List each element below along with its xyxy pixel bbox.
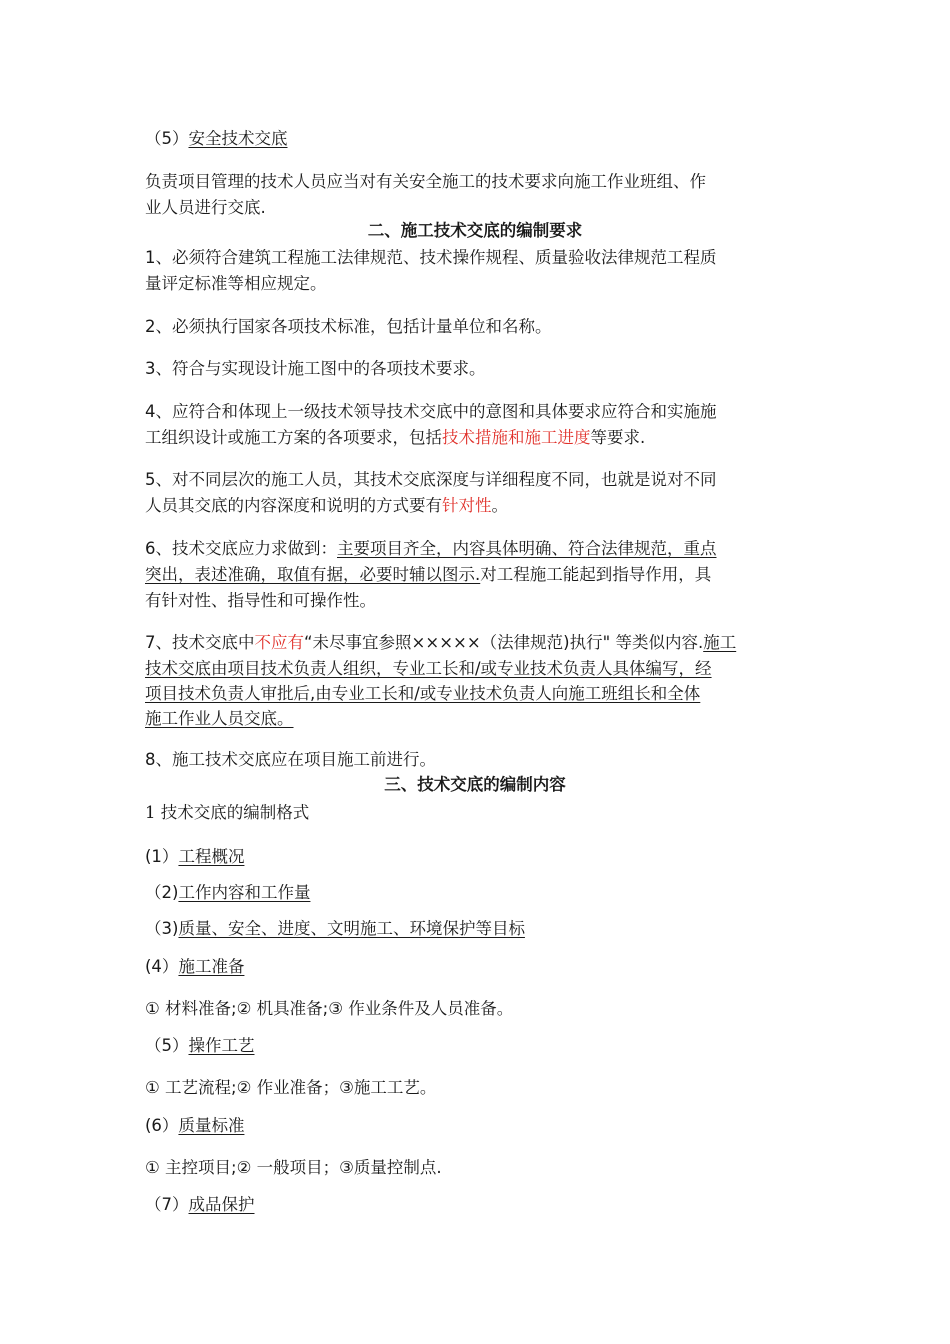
format-item	[145, 1034, 255, 1058]
item-prefix: (1）	[145, 847, 179, 866]
item-title: 操作工艺	[188, 1036, 255, 1055]
format-item	[145, 845, 244, 869]
text-run: 工组织设计或施工方案的各项要求，包括	[145, 428, 442, 447]
text-run: 对工程施工能起到指导作用，具	[480, 565, 712, 584]
paragraph-line	[145, 682, 700, 706]
format-item	[145, 1193, 255, 1217]
text-run: 6、技术交底应力求做到：	[145, 539, 337, 558]
section-heading: 三、技术交底的编制内容	[384, 775, 566, 794]
paragraph-line: 2、必须执行国家各项技术标准，包括计量单位和名称。	[145, 317, 552, 336]
paragraph-line	[145, 426, 645, 450]
paragraph-line: 5、对不同层次的施工人员，其技术交底深度与详细程度不同，也就是说对不同	[145, 470, 717, 489]
item-prefix: （7）	[145, 1195, 189, 1214]
underlined-text: 突出，表述准确，取值有据，必要时辅以图示.	[145, 565, 481, 584]
paragraph-line: 8、施工技术交底应在项目施工前进行。	[145, 750, 436, 769]
paragraph-line	[145, 631, 736, 655]
item-title: 安全技术交底	[188, 129, 288, 148]
item-title: 工作内容和工作量	[178, 883, 311, 902]
item-prefix: (6）	[145, 1116, 179, 1135]
detail-line: ① 材料准备;② 机具准备;③ 作业条件及人员准备。	[145, 999, 514, 1018]
text-run: 。	[491, 496, 508, 515]
highlighted-text: 针对性	[442, 496, 492, 515]
paragraph-line	[145, 537, 717, 561]
paragraph-line	[145, 657, 712, 681]
paragraph-line: 4、应符合和体现上一级技术领导技术交底中的意图和具体要求应符合和实施施	[145, 402, 717, 421]
underlined-text: 项目技术负责人审批后,由专业工长和/或专业技术负责人向施工班组长和全体	[145, 684, 701, 703]
item-prefix: （5）	[145, 1036, 189, 1055]
paragraph-line: 负责项目管理的技术人员应当对有关安全施工的技术要求向施工作业班组、作	[145, 172, 706, 191]
detail-line: ① 主控项目;② 一般项目；③质量控制点.	[145, 1158, 442, 1177]
item-prefix: （2)	[145, 883, 179, 902]
paragraph-line: 3、符合与实现设计施工图中的各项技术要求。	[145, 359, 486, 378]
paragraph-line	[145, 563, 711, 587]
text-run: 人员其交底的内容深度和说明的方式要有	[145, 496, 442, 515]
paragraph-line: 有针对性、指导性和可操作性。	[145, 591, 376, 610]
paragraph-line	[145, 494, 508, 518]
detail-line: ① 工艺流程;② 作业准备；③施工工艺。	[145, 1078, 437, 1097]
item-title: 工程概况	[178, 847, 245, 866]
paragraph-line: 业人员进行交底.	[145, 198, 266, 217]
paragraph-line	[145, 707, 294, 731]
section-heading: 二、施工技术交底的编制要求	[367, 221, 583, 240]
format-item	[145, 881, 310, 905]
underlined-text: 施工作业人员交底。	[145, 709, 294, 728]
highlighted-text: 技术措施和施工进度	[442, 428, 591, 447]
highlighted-text: 不应有	[254, 633, 304, 652]
item-title: 成品保护	[188, 1195, 255, 1214]
item-title: 质量、安全、进度、文明施工、环境保护等目标	[178, 919, 525, 938]
text-run: 7、技术交底中	[145, 633, 255, 652]
text-run: “未尽事宜参照×××××（法律规范)执行" 等类似内容.	[304, 633, 704, 652]
format-item	[145, 955, 244, 979]
underlined-text: 施工	[703, 633, 737, 652]
format-item	[145, 1114, 244, 1138]
item-title: 质量标准	[178, 1116, 245, 1135]
underlined-text: 主要项目齐全，内容具体明确、符合法律规范，重点	[337, 539, 717, 558]
item-prefix: (4）	[145, 957, 179, 976]
item-title: 施工准备	[178, 957, 245, 976]
paragraph-line: 1、必须符合建筑工程施工法律规范、技术操作规程、质量验收法律规范工程质	[145, 248, 717, 267]
item-prefix: （3)	[145, 919, 179, 938]
text-run: 等要求.	[590, 428, 646, 447]
underlined-text: 技术交底由项目技术负责人组织，专业工长和/或专业技术负责人具体编写，经	[145, 659, 712, 678]
paragraph-line: 量评定标准等相应规定。	[145, 274, 327, 293]
subsection-title: 1 技术交底的编制格式	[145, 803, 310, 822]
item-prefix: （5）	[145, 129, 189, 148]
item5-heading	[145, 127, 288, 151]
format-item	[145, 917, 525, 941]
